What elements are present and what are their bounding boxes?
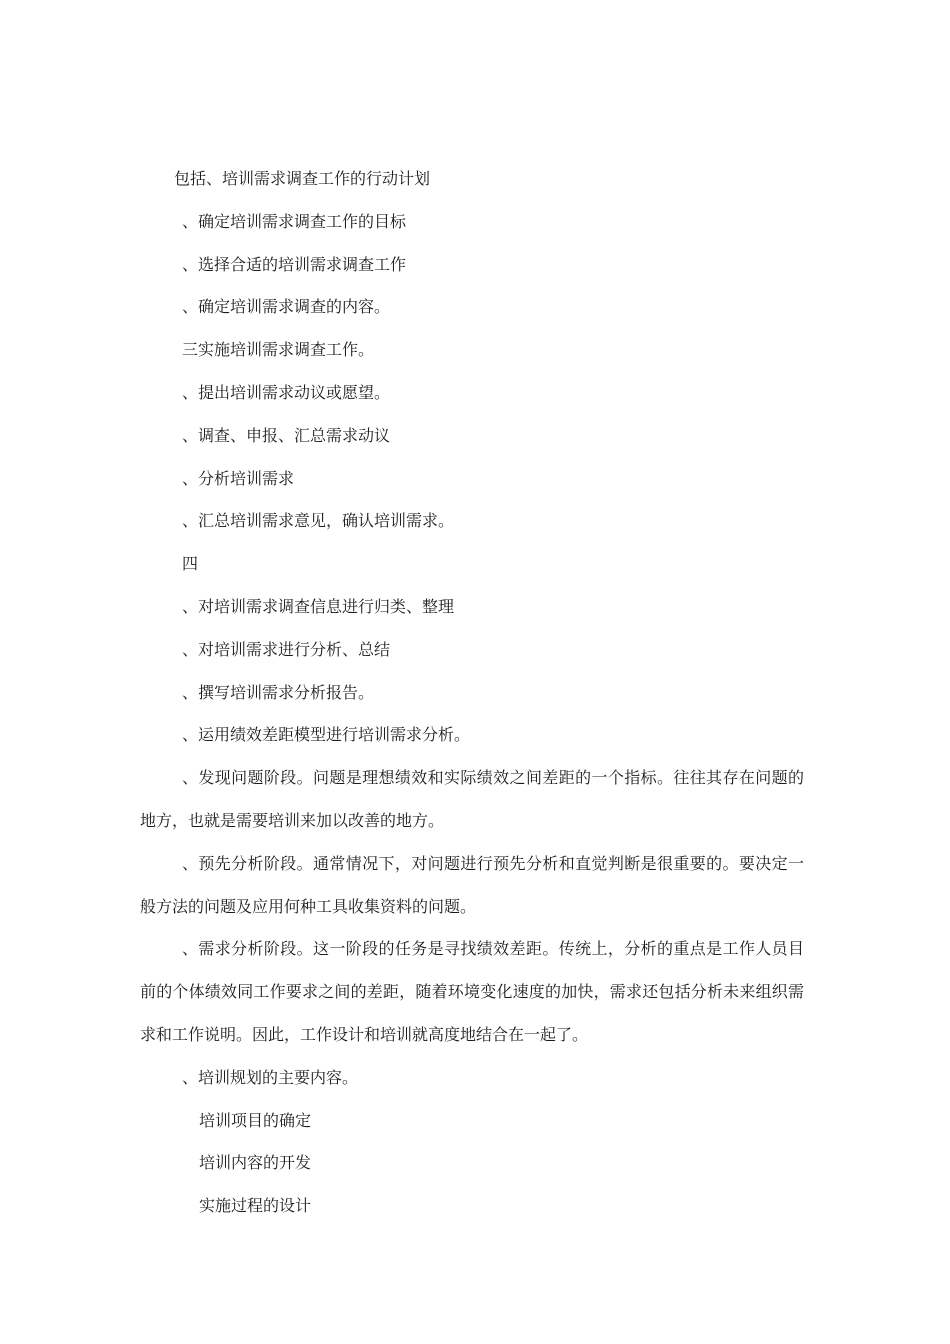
text-line: 、确定培训需求调查工作的目标	[182, 211, 407, 231]
section-heading: 四	[182, 554, 199, 574]
text-line: 、分析培训需求	[182, 468, 295, 488]
text-line: 、提出培训需求动议或愿望。	[182, 382, 391, 402]
text-line: 、调查、申报、汇总需求动议	[182, 425, 391, 445]
text-line: 、确定培训需求调查的内容。	[182, 297, 391, 317]
list-item: 实施过程的设计	[199, 1196, 312, 1216]
list-item: 培训项目的确定	[199, 1110, 312, 1130]
text-line: 、汇总培训需求意见，确认培训需求。	[182, 511, 455, 531]
paragraph: 、需求分析阶段。这一阶段的任务是寻找绩效差距。传统上，分析的重点是工作人员目前的个体绩效同工作要求之间的差距，随着环境变化速度的加快，需求还包括分析未来组织需求和工作说明。因此，工作设计和培训就高度地结合在一起了。	[140, 939, 804, 1044]
paragraph: 、预先分析阶段。通常情况下，对问题进行预先分析和直觉判断是很重要的。要决定一般方法的问题及应用何种工具收集资料的问题。	[140, 853, 804, 916]
text-line: 、运用绩效差距模型进行培训需求分析。	[182, 725, 471, 745]
document-body	[140, 158, 810, 1228]
text-line: 包括、培训需求调查工作的行动计划	[174, 169, 431, 188]
text-line: 、对培训需求进行分析、总结	[182, 639, 391, 659]
text-line: 、培训规划的主要内容。	[182, 1067, 359, 1087]
list-item: 培训内容的开发	[199, 1153, 312, 1173]
text-line: 、撰写培训需求分析报告。	[182, 682, 375, 702]
section-heading: 三实施培训需求调查工作。	[182, 340, 375, 360]
paragraph: 、发现问题阶段。问题是理想绩效和实际绩效之间差距的一个指标。往往其存在问题的地方，也就是需要培训来加以改善的地方。	[140, 768, 804, 830]
text-line: 、对培训需求调查信息进行归类、整理	[182, 596, 455, 616]
text-line: 、选择合适的培训需求调查工作	[182, 254, 407, 274]
